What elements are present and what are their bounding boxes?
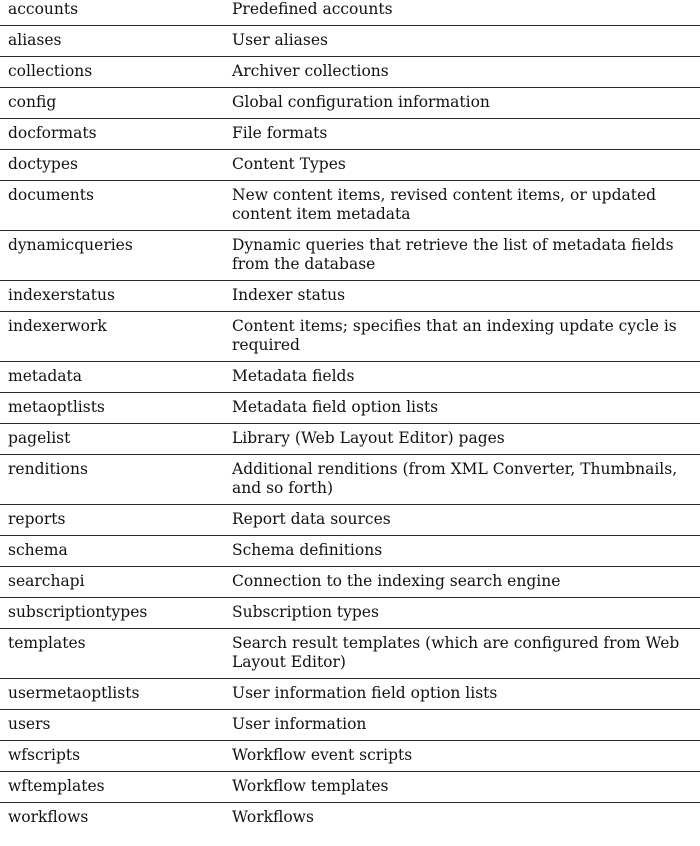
subject-name-cell: documents xyxy=(0,181,224,231)
subject-name-cell: subscriptiontypes xyxy=(0,598,224,629)
subject-name-cell: config xyxy=(0,88,224,119)
table-row xyxy=(0,26,700,57)
table-row xyxy=(0,772,700,803)
subject-name-cell: templates xyxy=(0,629,224,679)
subject-description-cell: Global configuration information xyxy=(224,88,700,119)
table-row xyxy=(0,281,700,312)
subject-description-cell: Indexer status xyxy=(224,281,700,312)
table-row xyxy=(0,0,700,26)
table-row xyxy=(0,567,700,598)
subject-description-cell: Content Types xyxy=(224,150,700,181)
subject-description-cell: Report data sources xyxy=(224,505,700,536)
subject-name-cell: searchapi xyxy=(0,567,224,598)
subject-description-cell: Metadata field option lists xyxy=(224,393,700,424)
subject-description-cell: Workflow event scripts xyxy=(224,741,700,772)
subject-name-cell: reports xyxy=(0,505,224,536)
table-row xyxy=(0,150,700,181)
subject-name-cell: dynamicqueries xyxy=(0,231,224,281)
table-row xyxy=(0,598,700,629)
subject-name-cell: docformats xyxy=(0,119,224,150)
subject-description-cell: New content items, revised content items, or updated content item metadata xyxy=(224,181,700,231)
subject-description-cell: Metadata fields xyxy=(224,362,700,393)
subject-description-cell: File formats xyxy=(224,119,700,150)
subject-description-cell: Additional renditions (from XML Converter, Thumbnails, and so forth) xyxy=(224,455,700,505)
table-row xyxy=(0,88,700,119)
subject-description-cell: Subscription types xyxy=(224,598,700,629)
table-row xyxy=(0,803,700,834)
subject-name-cell: schema xyxy=(0,536,224,567)
subject-description-cell: User information xyxy=(224,710,700,741)
table-row xyxy=(0,424,700,455)
table-row xyxy=(0,679,700,710)
table-row xyxy=(0,629,700,679)
subject-description-cell: Workflow templates xyxy=(224,772,700,803)
table-row xyxy=(0,741,700,772)
subject-name-cell: indexerstatus xyxy=(0,281,224,312)
subject-name-cell: wfscripts xyxy=(0,741,224,772)
subject-description-cell: Predefined accounts xyxy=(224,0,700,26)
subject-description-cell: Content items; specifies that an indexing update cycle is required xyxy=(224,312,700,362)
table-row xyxy=(0,362,700,393)
subject-name-cell: pagelist xyxy=(0,424,224,455)
subject-description-cell: Library (Web Layout Editor) pages xyxy=(224,424,700,455)
subject-description-cell: Dynamic queries that retrieve the list of metadata fields from the database xyxy=(224,231,700,281)
subject-description-cell: Search result templates (which are configured from Web Layout Editor) xyxy=(224,629,700,679)
subject-name-cell: accounts xyxy=(0,0,224,26)
table-row xyxy=(0,312,700,362)
table-row xyxy=(0,455,700,505)
subject-description-cell: User information field option lists xyxy=(224,679,700,710)
subject-name-cell: doctypes xyxy=(0,150,224,181)
subject-name-cell: indexerwork xyxy=(0,312,224,362)
subject-name-cell: wftemplates xyxy=(0,772,224,803)
subject-description-cell: User aliases xyxy=(224,26,700,57)
table-row xyxy=(0,119,700,150)
subject-name-cell: metadata xyxy=(0,362,224,393)
table-row xyxy=(0,181,700,231)
table-row xyxy=(0,57,700,88)
subject-description-cell: Schema definitions xyxy=(224,536,700,567)
table-row xyxy=(0,231,700,281)
table-row xyxy=(0,393,700,424)
table-row xyxy=(0,710,700,741)
subject-description-cell: Connection to the indexing search engine xyxy=(224,567,700,598)
subject-name-cell: aliases xyxy=(0,26,224,57)
table-row xyxy=(0,505,700,536)
subject-name-cell: users xyxy=(0,710,224,741)
table-row xyxy=(0,536,700,567)
subject-name-cell: metaoptlists xyxy=(0,393,224,424)
subject-name-cell: workflows xyxy=(8,808,89,826)
subject-name-cell: renditions xyxy=(0,455,224,505)
subject-name-cell: usermetaoptlists xyxy=(0,679,224,710)
subject-description-cell: Workflows xyxy=(232,808,314,826)
subject-name-cell: collections xyxy=(0,57,224,88)
subject-description-cell: Archiver collections xyxy=(224,57,700,88)
